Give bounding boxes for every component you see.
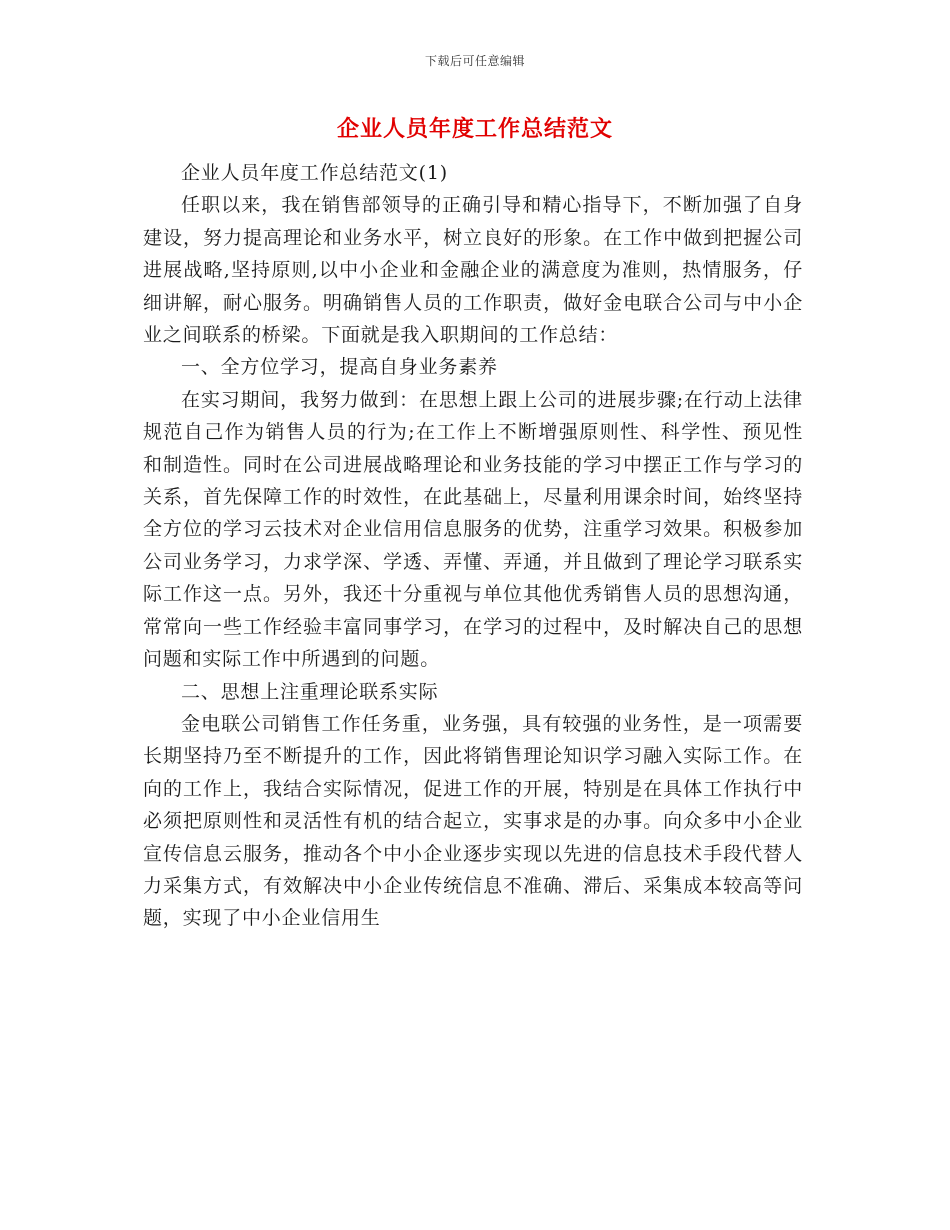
subtitle-paragraph: 企业人员年度工作总结范文(1): [181, 162, 448, 184]
section-heading-2: 二、思想上注重理论联系实际: [181, 680, 439, 703]
section-heading-1: 一、全方位学习，提高自身业务素养: [181, 356, 498, 379]
document-body: [143, 157, 803, 935]
document-title: 企业人员年度工作总结范文: [336, 116, 613, 142]
section-2-paragraph: 金电联公司销售工作任务重，业务强，具有较强的业务性，是一项需要长期坚持乃至不断提升的工作，因此将销售理论知识学习融入实际工作。在向的工作上，我结合实际情况，促进工作的开展，特别是在具体工作执行中必须把原则性和灵活性有机的结合起立，实事求是的办事。向众多中小企业宣传信息云服务，推动各个中小企业逐步实现以先进的信息技术手段代替人力采集方式，有效解决中小企业传统信息不准确、滞后、采集成本较高等问题，实现了中小企业信用生: [143, 712, 803, 930]
section-1-paragraph: 在实习期间，我努力做到：在思想上跟上公司的进展步骤;在行动上法律规范自己作为销售人员的行为;在工作上不断增强原则性、科学性、预见性和制造性。同时在公司进展战略理论和业务技能的学习中摆正工作与学习的关系，首先保障工作的时效性，在此基础上，尽量利用课余时间，始终坚持全方位的学习云技术对企业信用信息服务的优势，注重学习效果。积极参加公司业务学习，力求学深、学透、弄懂、弄通，并且做到了理论学习联系实际工作这一点。另外，我还十分重视与单位其他优秀销售人员的思想沟通，常常向一些工作经验丰富同事学习，在学习的过程中，及时解决自己的思想问题和实际工作中所遇到的问题。: [143, 388, 803, 671]
intro-paragraph: 任职以来，我在销售部领导的正确引导和精心指导下，不断加强了自身建设，努力提高理论和业务水平，树立良好的形象。在工作中做到把握公司进展战略,坚持原则,以中小企业和金融企业的满意度为准则，热情服务，仔细讲解，耐心服务。明确销售人员的工作职责，做好金电联合公司与中小企业之间联系的桥梁。下面就是我入职期间的工作总结：: [143, 194, 803, 347]
header-note: 下载后可任意编辑: [424, 54, 525, 68]
